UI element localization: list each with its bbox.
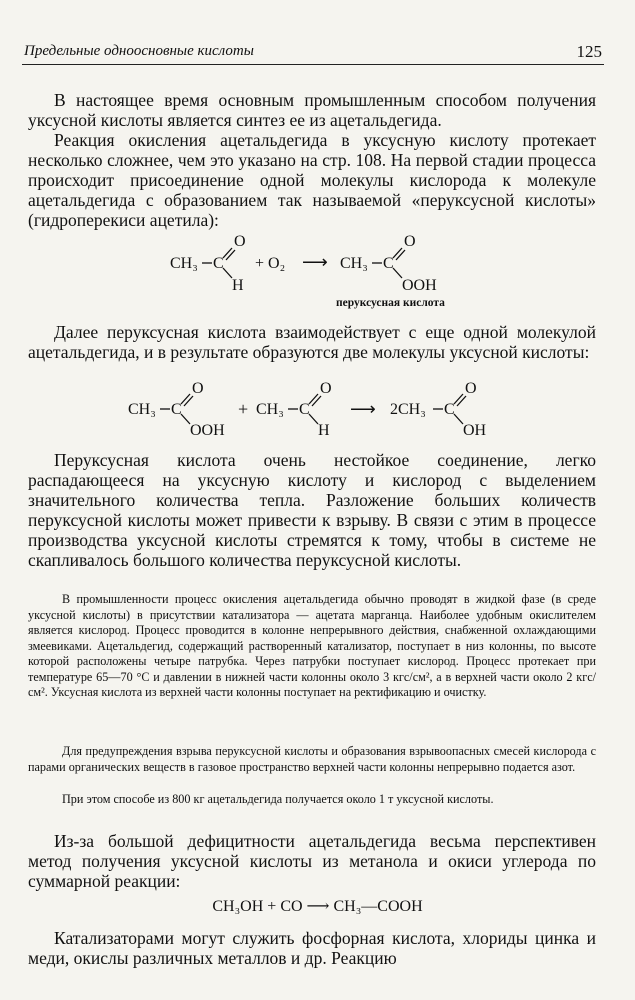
- paragraph-6: Катализаторами могут служить фосфорная кислота, хлориды цинка и меди, окислы различных металлов и др. Реакцию: [28, 928, 596, 968]
- eq1-plus-o2: + O₂: [255, 255, 286, 272]
- paragraph-5: Из-за большой дефицитности ацетальдегида весьма перспективен метод получения уксусной кислоты из метанола и окиси углерода по суммарной реакции:: [28, 831, 596, 891]
- eq1-h: H: [232, 277, 244, 294]
- paragraph-2: Реакция окисления ацетальдегида в уксусную кислоту протекает несколько сложнее, чем это указано на стр. 108. На первой стадии процесса происходит присоединение одной молекулы кислорода к молекуле ацетальдегида с образованием так называемой «перуксусной кислоты» (гидроперекиси ацетила):: [28, 130, 596, 230]
- eq2-c-b: C: [299, 401, 310, 418]
- eq2-coef: 2CH₃: [390, 401, 426, 418]
- eq1-c: C: [213, 255, 224, 272]
- equation-2: [120, 378, 520, 438]
- smallprint-2: Для предупреждения взрыва перуксусной кислоты и образования взрывоопасных смесей кислорода с парами органических веществ в газовое пространство верхней части колонны непрерывно подается азот.: [28, 744, 596, 774]
- eq1-ch3: CH₃: [170, 255, 198, 272]
- eq1-product-ch3: CH₃: [340, 255, 368, 272]
- smallprint-3: При этом способе из 800 кг ацетальдегида получается около 1 т уксусной кислоты.: [62, 792, 494, 806]
- eq1-arrow: ⟶: [302, 252, 328, 272]
- paragraph-3: Далее перуксусная кислота взаимодействует с еще одной молекулой ацетальдегида, и в результате образуются две молекулы уксусной кислоты:: [28, 322, 596, 362]
- eq2-c-a: C: [171, 401, 182, 418]
- eq1-product-o: O: [404, 233, 416, 250]
- eq2-o-c: O: [465, 380, 477, 397]
- page-header: [22, 40, 604, 65]
- eq1-product-c: C: [383, 255, 394, 272]
- eq1-caption: перуксусная кислота: [336, 297, 445, 309]
- eq2-arrow: ⟶: [350, 399, 376, 419]
- eq1-product-ooh: OOH: [402, 277, 437, 294]
- eq2-o-b: O: [320, 380, 332, 397]
- eq1-o: O: [234, 233, 246, 250]
- page-number: 125: [576, 42, 602, 61]
- equation-3: CH₃OH + CO ⟶ CH₃—COOH: [212, 898, 423, 915]
- eq2-ch3-b: CH₃: [256, 401, 284, 418]
- eq2-plus: +: [238, 399, 249, 419]
- smallprint-1: В промышленности процесс окисления ацетальдегида обычно проводят в жидкой фазе (в среде уксусной кислоты) в присутствии катализатора — ацетата марганца. Наиболее удобным окислителем является кислород. Процесс проводится в колонне непрерывного действия, снабженной охлаждающими змеевиками. Ацетальдегид, содержащий растворенный катализатор, поступает в низ колонны, по высоте которой расположены четыре патрубка. Через патрубки поступает кислород. Процесс протекает при температуре 65—70 °С и давлении в нижней части колонны около 3 кгс/см², а в верхней части около 2 кгс/см². Уксусная кислота из верхней части колонны поступает на ректификацию и очистку.: [28, 592, 596, 699]
- eq2-h: H: [318, 422, 330, 438]
- running-title: Предельные одноосновные кислоты: [24, 43, 254, 59]
- paragraph-1: В настоящее время основным промышленным способом получения уксусной кислоты является синтез ее из ацетальдегида.: [28, 90, 596, 130]
- eq2-ooh: OOH: [190, 422, 225, 438]
- eq2-o-a: O: [192, 380, 204, 397]
- equation-1: [160, 228, 480, 310]
- paragraph-4: Перуксусная кислота очень нестойкое соединение, легко распадающееся на уксусную кислоту и кислород с выделением значительного количества тепла. Разложение больших количеств перуксусной кислоты может привести к взрыву. В связи с этим в процессе производства уксусной кислоты стремятся к тому, чтобы в системе не скапливалось большого количества перуксусной кислоты.: [28, 450, 596, 570]
- eq2-oh: OH: [463, 422, 487, 438]
- eq2-c-c: C: [444, 401, 455, 418]
- eq2-ch3-a: CH₃: [128, 401, 156, 418]
